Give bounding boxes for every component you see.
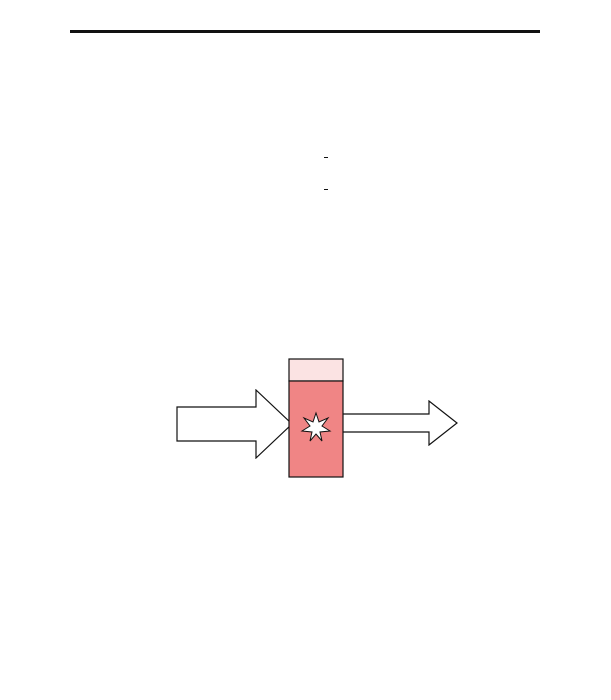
equation-3 bbox=[102, 488, 530, 502]
eq2-numerator bbox=[324, 189, 328, 190]
title-divider bbox=[70, 30, 540, 33]
eq2-fraction bbox=[324, 189, 328, 190]
initial-light-arrow bbox=[176, 389, 294, 459]
equation-1-keq bbox=[324, 152, 328, 165]
cuvette-top bbox=[289, 359, 343, 381]
equation-1 bbox=[100, 150, 530, 172]
eq1-numerator bbox=[324, 157, 328, 158]
cuvette-sample bbox=[287, 357, 347, 479]
equation-2 bbox=[100, 182, 530, 204]
final-light-arrow bbox=[341, 400, 459, 446]
eq1-fraction bbox=[324, 157, 328, 158]
equation-2-keq bbox=[324, 184, 328, 197]
